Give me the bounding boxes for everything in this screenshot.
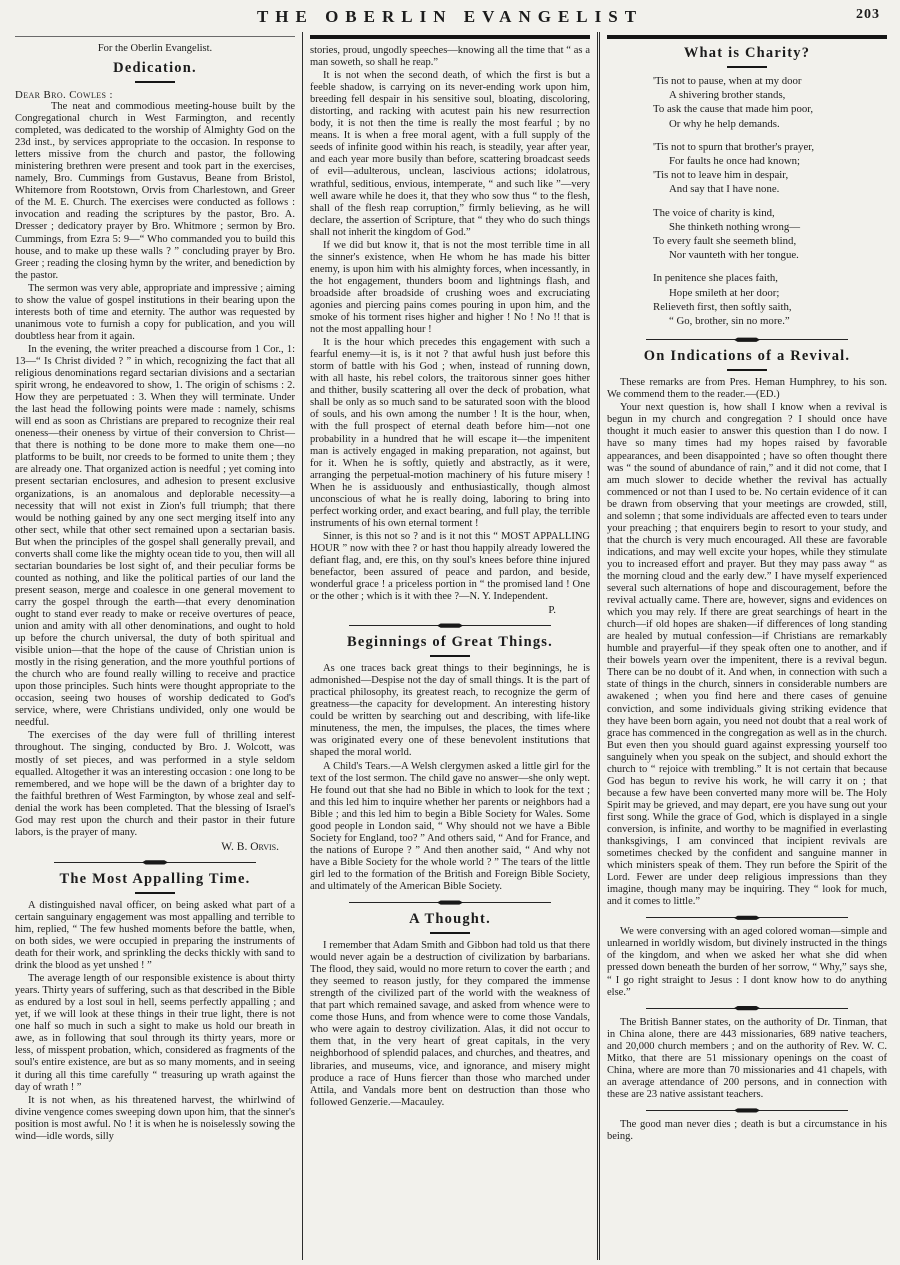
divider-line (54, 862, 144, 863)
poem-line: The voice of charity is kind, (653, 206, 775, 219)
poem-stanza (653, 74, 887, 131)
divider-line (349, 625, 439, 626)
page-number: 203 (856, 7, 880, 22)
divider-line (646, 1110, 736, 1111)
poem-line: For faults he once had known; (669, 155, 801, 168)
divider-line (166, 862, 256, 863)
poem-stanza (653, 206, 887, 263)
section-divider (646, 915, 848, 920)
paragraph: As one traces back great things to their beginnings, he is admonished—Despise not the day of small things. It is the part of practical philosophy, its greatest reach, to recognize the germ of greatness—the capacity for development. An interesting history could be written by searching out and describing, with life-like minuteness, the men, the impulses, the places, the times where was originated every one of these benevolent institutions that shaped the moral world. (310, 663, 590, 759)
british-banner-item: The British Banner states, on the authority of Dr. Tinman, that in China alone, there are 443 missionaries, 689 native teachers, and 20,000 church members ; and on the authority of Rev. W. C. Mitko, that there are 51 missionary openings on the coast of China, where are more than 70 missionaries and 41 chapels, with an average attendance of 200 persons, and in connection with these are 23 native assistant teachers. (607, 1016, 887, 1100)
divider-line (758, 1008, 848, 1009)
column-3 (600, 32, 894, 1260)
poem-line: Hope smileth at her door; (669, 286, 780, 299)
divider-line (758, 1110, 848, 1111)
poem-line: To ask the cause that made him poor, (653, 103, 814, 116)
column-top-rule (607, 35, 887, 39)
heading-indications-of-a-revival: On Indications of a Revival. (643, 348, 851, 365)
divider-line (646, 339, 736, 340)
heading-rule (727, 369, 767, 371)
heading-rule (135, 81, 175, 83)
poem-stanza (653, 271, 887, 328)
column-2 (303, 32, 597, 1260)
revival-editor-note: These remarks are from Pres. Heman Humphrey, to his son. We commend them to the reader.—(ED.) (607, 377, 887, 401)
conversing-anecdote: We were conversing with an aged colored woman—simple and unlearned in worldly wisdom, but divinely instructed in the things of the kingdom, and when we asked her what she did when pressed down beneath the burden of her sorrow, “ Why,” says she, “ I go right straight to Jesus : I dont know how to do anything else.” (607, 926, 887, 998)
paragraph: stories, proud, ungodly speeches—knowing all the time that “ as a man soweth, so shall he reap.” (310, 45, 590, 69)
column-layout (0, 32, 900, 1260)
charity-poem (653, 74, 887, 328)
column-1 (8, 32, 302, 1260)
thought-article-body (310, 940, 590, 1109)
poem-line: And say that I have none. (669, 183, 780, 196)
divider-line (461, 625, 551, 626)
dedication-article-body (15, 101, 295, 839)
diamond-ornament-icon (734, 1108, 760, 1113)
poem-line: “ Go, brother, sin no more.” (669, 315, 790, 328)
paragraph: The exercises of the day were full of thrilling interest throughout. The singing, conducted by Bro. J. Wolcott, was mostly of set pieces, and was performed in a style seldom equalled. Altogether it was an interesting occasion : one long to be remembered, and we hope will be the dawn of a brighter day to the faithful brethren of West Farmington, by whose zeal and self-denial the work has been completed. That the blessing of Israel's God may rest upon the church and their pastor in their future labors, is the prayer of many. (15, 730, 295, 838)
masthead-title: THE OBERLIN EVANGELIST (256, 7, 644, 26)
author-initial: P. (548, 604, 556, 617)
poem-line: In penitence she places faith, (653, 272, 779, 285)
heading-what-is-charity: What is Charity? (683, 45, 811, 61)
salutation: Dear Bro. Cowles : (15, 89, 113, 101)
poem-line: 'Tis not to leave him in despair, (653, 169, 789, 182)
column-top-rule (15, 36, 295, 37)
poem-line: She thinketh nothing wrong— (669, 220, 801, 233)
poem-stanza (653, 140, 887, 197)
divider-line (461, 902, 551, 903)
diamond-ornament-icon (734, 337, 760, 342)
diamond-ornament-icon (142, 860, 168, 865)
paragraph: It is the hour which precedes this engagement with such a fearful enemy—it is, is it not ? that awful hush just before this storm of battle with his God ; when, instead of running down, with all haste, his rebel colors, the traitorous sinner goes hither and thither, busily scattering all over the deck of probation, what shall be only as so much sand to be saturated soon with the blood of souls, and his own among the number ! It is the hour, when, with the full prospect of eternal death before him—not one probability in a hundred that he will escape it—the impenitent man is actively engaged in making preparation, not against, but for it. When he is softly, quietly and abstractly, as it were, arranging the perpetual-motion machinery of his future misery ! When he is assiduously and enthusiastically, though almost unconscious of what he is really doing, laboring to bring into perfect working order, and exact bearing, and full play, the terrible instruments of his own eternal torment ! (310, 337, 590, 529)
heading-most-appalling-time: The Most Appalling Time. (59, 870, 251, 887)
paragraph: The neat and commodious meeting-house built by the Congregational church in West Farmington, and recently completed, was dedicated to the worship of Almighty God on the 23d inst., by services appropriate to the occasion. In response to letters missive from the church and pastor, the following ministering brethren were present and took part in the exercises, namely, Bro. Cummings from Gustavus, Beane from Bristol, Whitemore from Rootstown, Orvis from Charlestown, and Greer of the M. E. Church. The exercises were conducted as follows : invocation and reading the scriptures by the pastor, Bro. A. Dresser ; dedicatory prayer by Bro. Whitmore ; sermon by Bro. Cummings, from Ezra 5: 9—“ Who commanded you to build this house, and to make up these walls ? ” concluding prayer by Bro. Greer ; reading the closing hymn by the writer, and benediction by the pastor. (15, 101, 295, 281)
paragraph: A distinguished naval officer, on being asked what part of a certain sanguinary engagement was most appalling and terrible to him, replied, “ The few hushed moments before the battle, when, on both sides, we were occupied in preparing the instruments of death for their work, and sprinkling the decks thickly with sand to drink the blood as yet unshed ! ” (15, 899, 295, 972)
paragraph: A Child's Tears.—A Welsh clergymen asked a little girl for the text of the lost sermon. The child gave no answer—she only wept. He found out that she had no Bible in which to look for the text ; and this led him to inquire whether her parents or neighbors had a Bible ; and this led him to begin a Bible Society for Wales. Some good people in London said, “ Why should not we have a Bible Society for England, too? ” And others said, “ And for France, and the nations of Europe ? ” And then another said, “ And why not have a Bible Society for the whole world ? ” The tears of the little girl led to the formation of the British and Foreign Bible Society, and ultimately of the American Bible Society. (310, 760, 590, 892)
heading-rule (135, 892, 175, 894)
paragraph: The average length of our responsible existence is about thirty years. Thirty years of suffering, such as that described in the Bible as endured by a lost soul in hell, seems perfectly appalling ; and yet, if we will look at these things in their true light, there is not one half so much in such a sight to make us hold our breath in awe, as in following that soul through its thirty years, more or less, of misspent probation, which, considered as fragments of the soul's entire existence, are but as so many moments, and in seeing it during all this time carefully “ treasuring up wrath against the day of wrath ! ” (15, 973, 295, 1093)
signature: W. B. Orvis. (221, 840, 279, 853)
paragraph: It is not when, as his threatened harvest, the whirlwind of divine vengence comes sweeping down upon him, that the sinner's position is most awful. No ! it is when he is noiselessly sowing the wind—idle words, silly (15, 1094, 295, 1142)
section-divider (54, 860, 256, 865)
paragraph: In the evening, the writer preached a discourse from 1 Cor., 1: 13—“ Is Christ divided ? ” in which, recognizing the fact that all religious denominations regard sectarian divisions and a sectarian spirit wrong, he endeavored to show, 1. The origin of schisms : 2. How they are perpetuated : 3. When they will terminate. Under the last head the following points were made : namely, schisms will end as soon as Christians are prepared to recognize their real oneness—their oneness by virtue of their conversion to Christ—that there is nothing to be done more to make them one—no platforms to be built, nor creeds to be formed to unite them ; they are already one. That organized action is needful ; yet coming into present sectarian enclosures, and adhesion to present exclusive organizations, is an anomalous and deplorable necessity—a necessity that will not exist in Zion's full triumph; that there would be nothing gained by any one sect merging itself into any other sect, while that other sect remained upon a sectarian basis. But when the principles of the gospel shall generally prevail, and converts shall come like the mighty ocean tide to you, then will all sectarian boundaries be lost sight of, and their peculiar forms be counted as nothing, and like the political parties of our land the present season, merge and coalesce in one general movement to carry the gospel through the earth—that every denomination ought to stand ever ready to make or receive overtures of peace, union and amity with all other denominations, and ought to hold up before the church universal, the duty of both spiritual and visible union—that the hope of the cause of Christian union is mostly in the rising generation, and the more youthful portions of the church who are found really willing to receive and practice upon those principles. Such hints were thought appropriate to the occasion, seeing two houses of worship dedicated to God's service, where, were Christians undivided, only one would be needful. (15, 343, 295, 729)
divider-line (349, 902, 439, 903)
appalling-article-body (15, 900, 295, 1143)
poem-line: Relieveth first, then softly saith, (653, 300, 792, 313)
heading-a-thought: A Thought. (409, 911, 491, 928)
column-top-rule (310, 35, 590, 39)
paragraph: It is not when the second death, of which the first is but a feeble shadow, is carrying on its never-ending work upon him, breeding fell despair in his sensitive soul, bloating, discoloring, distorting, and racking with acutest pain his new resurrection body, it is not then the time is really the most fearful ; by no means. It is when a free moral agent, with a full supply of the seeds of infinite good within his reach, is steadily, year after year, and each year more busily than before, scattering broadcast seeds of evil—adulterous, unclean, lascivious actions; idolatrous, wrathful, seditious, envious, intemperate, “ and such like ”—very well aware while he does it, that they who sow thus “ to the flesh, shall of the flesh reap corruption,” firmly believing, as he will declare, the assertion of Scripture, that “ they who do such things shall not inherit the kingdom of God.” (310, 70, 590, 238)
divider-line (758, 917, 848, 918)
section-divider (646, 337, 848, 342)
poem-line: 'Tis not to pause, when at my door (653, 75, 802, 87)
divider-line (758, 339, 848, 340)
divider-line (646, 1008, 736, 1009)
section-divider (349, 900, 551, 905)
section-divider (646, 1108, 848, 1113)
paragraph: If we did but know it, that is not the most terrible time in all the sinner's existence, when He whom he has made his bitter enemy, is upon him with his almighty forces, when incessantly, in the hot engagement, thunders boom and lightnings flash, and broadside after broadside of crushing woes and excruciating agonies and piercing pains comes pouring in upon him, and the smoke of his torment rises higher and higher ! No ! No !! that is not the most appalling hour ! (310, 239, 590, 336)
diamond-ornament-icon (734, 1006, 760, 1011)
poem-line: Or why he help demands. (669, 117, 780, 130)
heading-rule (430, 932, 470, 934)
masthead (0, 0, 900, 32)
paragraph: I remember that Adam Smith and Gibbon had told us that there would never again be a destruction of civilization by barbarians. The flood, they said, would no more return to cover the earth ; and they seemed to reason justly, for they compared the immense strength of the civilized part of the world with the weakness of that part which remained savage, and asked from whence were to come those Huns, and from whence were to come those Vandals, who were again to destroy civilization. Alas, it did not occur to them that, in the very heart of great capitals, in the very neighborhood of splendid palaces, and churches, and theatres, and libraries, and museums, vice, and ignorance, and misery might produce a race of Huns fiercer than those who marched under Attila, and Vandals more bent on destruction than those who followed Genzerie.—Macauley. (310, 940, 590, 1108)
good-man-aphorism: The good man never dies ; death is but a circumstance in his being. (607, 1118, 887, 1142)
appalling-article-continuation (310, 45, 590, 603)
revival-article-body: Your next question is, how shall I know when a revival is begun in my church and congregation ? I should once have thought it much easier to answer this question than I do now. I have so many times had my hopes raised by favorable appearances, and been disappointed ; have so often thought there was “ the sound of abundance of rain,” and it did not come, that I am much slower to decide whether the revival has actually commenced or not than I used to be. No certain evidence of it can be drawn from observing that your meetings are crowded, still, and solemn ; that some individuals are affected even to tears under your preaching ; that enquirers begin to resort to your study, and that the church is very much encouraged. All these are favorable indications, and may well excite your hopes, while they stimulate you to increased effort and prayer. But they may pass away “ as the morning cloud and the early dew.” I have myself experienced several such alternations of hope and discouragement, before the revival actually came. There are, however, signs and evidences on which you may rely. If there are great searchings of heart in the church—if old hopes are shaken—if differences of long standing are healed by mutual confession—if Christians are remarkably humble and prayerful—if they speak often one to another, and if their bowels yearn over the impenitent, there is a revival begun. There can be no doubt of it. And when, in connection with such a state of things in the church, sinners in considerable numbers are awakened ; when you find here and there cases of genuine conviction, and some individuals giving striking evidence that they have been born again, you need not doubt that a real work of grace has commenced in the congregation as well as in the church. But even then you should guard against expressing yourself too sanguinely when you speak on the subject, and should exhort the church to “ rejoice with trembling.” It is not certain that because God has begun to revive his work, he will carry it on ; that because a few have been converted many more will be. The Holy Spirit may be grieved, and may depart, ere you have sung out your first song. While the grace of God, which is displayed in a single conversion, is infinite, and worthy to be magnified in everlasting thanksgivings, I am convinced that incipient revivals are sometimes checked by the confident and sanguine manner in which ministers speak of them. They run before the Spirit of the Lord. Fewer are under deep religious impressions than they imagine, though many may be inquiring. They “ look for much, and it comes to little.” (607, 402, 888, 908)
heading-rule (727, 66, 767, 68)
diamond-ornament-icon (437, 900, 463, 905)
poem-line: Nor vaunteth with her tongue. (669, 249, 799, 262)
heading-rule (430, 655, 470, 657)
beginnings-article-body (310, 663, 590, 893)
paragraph: Sinner, is this not so ? and is it not this “ MOST APPALLING HOUR ” now with thee ? or hast thou happily already lowered the defiant flag, and, ere this, on thy soul's knees before thine injured benefactor, been assured of peace and pardon, and beside, wonderful grace ! a priceless portion in “ the promised land ! One or the other ; which is it with thee ?—N. Y. Independent. (310, 530, 590, 603)
article-kicker: For the Oberlin Evangelist. (97, 43, 213, 54)
heading-beginnings-of-great-things: Beginnings of Great Things. (347, 634, 553, 651)
section-divider (646, 1006, 848, 1011)
divider-line (646, 917, 736, 918)
diamond-ornament-icon (734, 915, 760, 920)
diamond-ornament-icon (437, 623, 463, 628)
poem-line: To every fault she seemeth blind, (653, 235, 797, 248)
poem-line: A shivering brother stands, (669, 89, 786, 102)
paragraph: The sermon was very able, appropriate and impressive ; aiming to show the value of gospel institutions in their bearing upon the interests both of time and eternity. The author was requested by unanimous vote to furnish a copy for publication, and you will doubtless hear from it again. (15, 282, 295, 342)
heading-dedication: Dedication. (113, 60, 197, 76)
poem-line: 'Tis not to spurn that brother's prayer, (653, 140, 815, 153)
section-divider (349, 623, 551, 628)
